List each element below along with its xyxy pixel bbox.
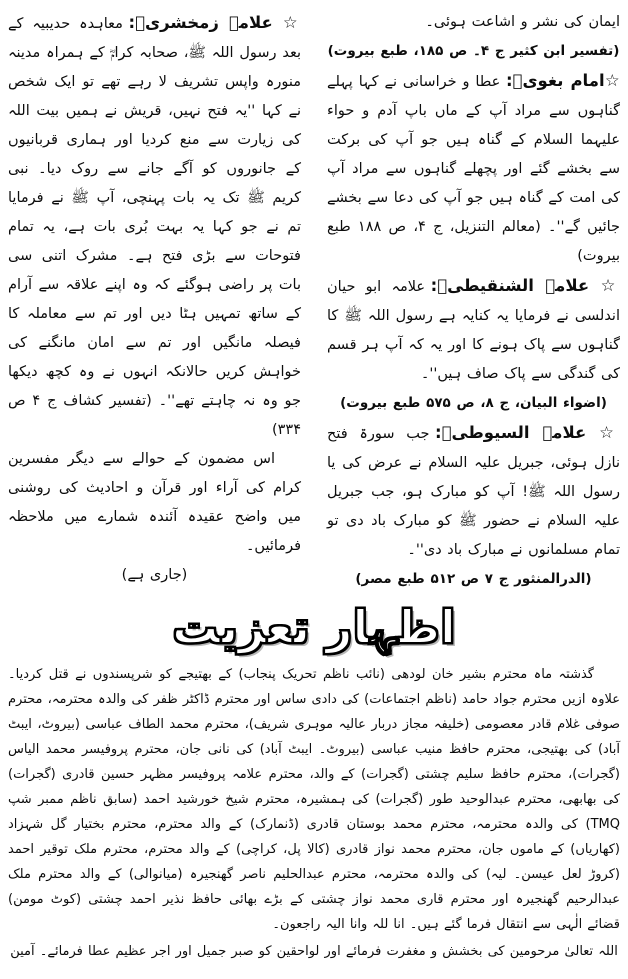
- scholar-quote-baghawi: ☆امام بغویؒ: عطا و خراسانی نے کہا پہلے گناہوں سے مراد آپ کے ماں باپ آدم و حواء علیہما السلام کے گناہ ہیں جو آپ کی برکت سے بخشے گئے اور پچھلے گناہوں سے مراد آپ کی امت کے گناہ ہیں جو آپ کی دعا سے بخشے جائیں گے''۔ (معالم التنزیل، ج ۴، ص ۱۸۸ طبع بیروت): [327, 71, 620, 264]
- section-heading-condolence: اظہار تعزیت: [172, 600, 456, 654]
- article-column-left: [8, 8, 301, 590]
- prayer-line: اللہ تعالیٰ مرحومین کی بخشش و مغفرت فرمائے اور لواحقین کو صبر جمیل اور اجر عظیم عطا فرمائے۔ آمین: [10, 944, 618, 959]
- reference: (تفسیر ابن کثیر ج ۴۔ ص ۱۸۵، طبع بیروت): [327, 43, 620, 59]
- to-be-continued: (جاری ہے): [121, 567, 188, 583]
- top-two-column-article: [8, 8, 620, 590]
- condolence-section: [8, 662, 620, 964]
- scholar-quote-shanqiti: ☆ علامہ الشنقیطیؒ: علامہ ابو حیان اندلسی نے فرمایا یہ کنایہ ہے رسول اللہ ﷺ کا گناہوں سے پاک ہونے کا اور یہ کہ آپ ہر قسم کی گندگی سے پاک صاف ہیں''۔: [327, 276, 620, 382]
- scholar-quote-zamakhshari: ☆ علامہ زمخشریؒ: معاہدہ حدیبیہ کے بعد رسول اللہ ﷺ، صحابہ کرامؓ کے ہمراہ مدینہ منورہ واپس تشریف لا رہے تھے تو ایک شخص نے کہا ''یہ فتح نہیں، قریش نے ہمیں بیت اللہ کی زیارت سے منع کردیا اور ہماری قربانیوں کے جانوروں کو آگے جانے سے روک دیا۔ نبی کریم ﷺ تک یہ بات پہنچی، آپ ﷺ نے فرمایا تم نے جو کہا یہ بہت بُری بات ہے، یہ تمام فتوحات سے بڑی فتح ہے۔ مشرک اتنی سی بات پر راضی ہوگئے کہ وہ اپنے علاقہ سے آرام کے ساتھ تمہیں ہٹا دیں اور تم سے معاملہ کا فیصلہ مانگیں اور تم سے امان مانگنے کی خواہش کریں حالانکہ انہوں نے وہ کچھ دیکھا جو وہ نہ چاہتے تھے''۔ (تفسیر کشاف ج ۴ ص ۳۳۴): [8, 13, 302, 438]
- scholar-name-with-star-icon: ☆ علامہ السیوطیؒ:: [435, 423, 620, 442]
- editorial-note: اس مضمون کے حوالے سے دیگر مفسرین کرام کی آراء اور قرآن و احادیث کی روشنی میں واضح عقیدہ آئندہ شمارے میں ملاحظہ فرمائیں۔: [8, 451, 301, 554]
- scholar-quote-suyuti: ☆ علامہ السیوطیؒ: جب سورۃ فتح نازل ہوئی، جبریل علیہ السلام نے عرض کی یا رسول اللہ ﷺ! آپ کو مبارک ہو، جب جبریل علیہ السلام نے حضور ﷺ کو مبارک باد دی تو تمام مسلمانوں نے مبارک باد دی''۔: [327, 423, 620, 558]
- scholar-name-with-star-icon: ☆ علامہ الشنقیطیؒ:: [430, 276, 620, 295]
- article-column-right: [327, 8, 620, 590]
- reference: (اضواء البیان، ج ۸، ص ۵۷۵ طبع بیروت): [340, 395, 607, 411]
- reference: (الدرالمنثور ج ۷ ص ۵۱۲ طبع مصر): [355, 571, 592, 587]
- scholar-name-with-star-icon: ☆امام بغویؒ:: [505, 71, 620, 90]
- scholar-name-with-star-icon: ☆ علامہ زمخشریؒ:: [128, 13, 301, 32]
- carryover-line: ایمان کی نشر و اشاعت ہوئی۔: [425, 14, 620, 30]
- condolence-paragraph: گذشتہ ماہ محترم بشیر خان لودھی (نائب ناظم تحریک پنجاب) کے بھتیجے کو شرپسندوں نے قتل کردیا۔ علاوہ ازیں محترم جواد حامد (ناظم اجتماعات) کی دادی ساس اور محترم ڈاکٹر ظفر کی والدہ محترمہ، محترم صوفی غلام قادر معصومی (خلیفہ مجاز دربار عالیہ موہری شریف)، محترم محمد الطاف عباسی (بیروٹ، ایبٹ آباد) کی بھتیجی، محترم حافظ منیب عباسی (بیروٹ۔ ایبٹ آباد) کی نانی جان، محترم پروفیسر محمد الیاس (گجرات)، محترم حافظ سلیم چشتی (گجرات) کے والد، محترم علامہ پروفیسر مظہر حسین قادری (گجرات) کی بھابھی، محترم عبدالوحید طور (گجرات) کی ہمشیرہ، محترم شیخ خورشید احمد (سابق ناظم ممبر شپ TMQ) کی والدہ محترمہ، محترم محمد بوستان قادری (ڈنمارک) کے والد محترم، محترم بختیار گل شہزاد (کھاریاں) کے ماموں جان، محترم محمد نواز قادری (کالا پل، کراچی) کے والد محترم، محترم ملک توقیر احمد (کروڑ لعل عیسن۔ لیہ) کی والدہ محترمہ، محترم عبدالحلیم ناصر گھنجیرہ (میانوالی) کے والد محترم ملک عبدالرحیم گھنجیرہ اور محترم قاری محمد نواز چشتی کے بڑے بھائی حافظ نذیر احمد چشتی (کوٹ مومن) قضائے الٰہی سے انتقال فرما گئے ہیں۔ انا للہ وانا الیہ راجعون۔: [8, 667, 620, 932]
